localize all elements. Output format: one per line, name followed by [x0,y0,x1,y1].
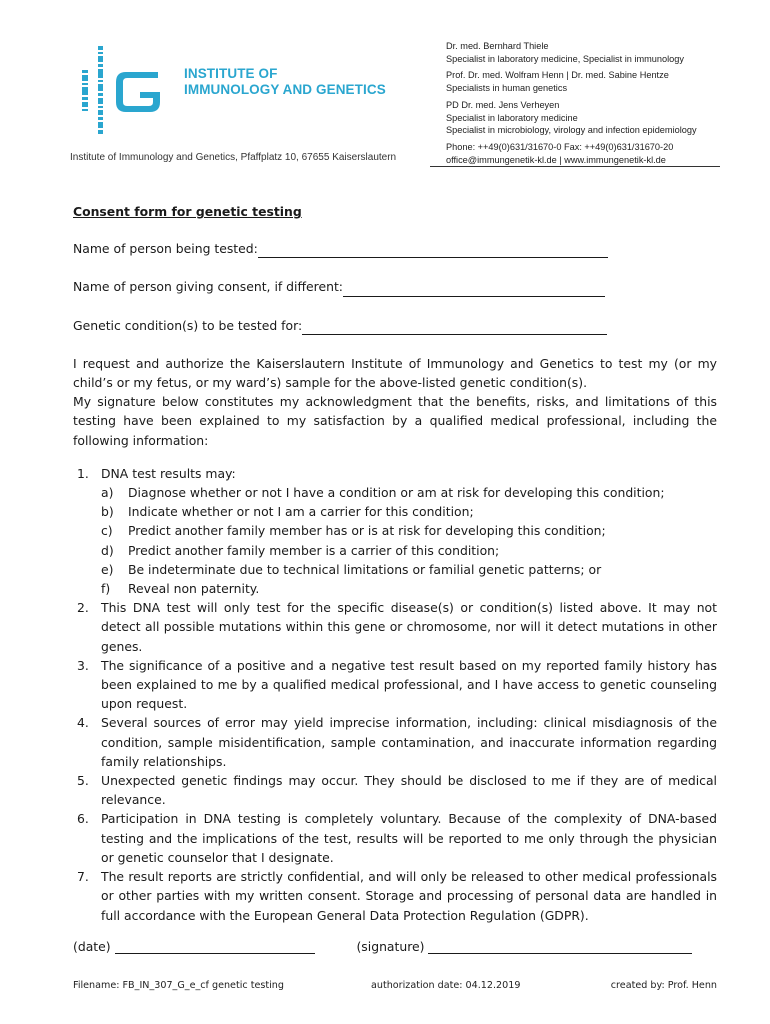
signature-label: (signature) [356,939,425,954]
form-title: Consent form for genetic testing [73,204,302,219]
footer-created-by: created by: Prof. Henn [610,980,717,991]
staff-block [446,141,736,166]
consent-giver-input-line[interactable] [343,282,605,297]
institute-name-line2: IMMUNOLOGY AND GENETICS [184,82,386,97]
header-divider [430,166,720,167]
person-tested-input-line[interactable] [258,243,608,258]
list-item [73,867,717,925]
staff-line: Specialists in human genetics [446,83,568,94]
list-item-text: The result reports are strictly confidential, and will only be released to other medical professionals or other parties with my written consent. Storage and processing of personal data are handled in full accordance with the European General Data Protection Regulation (GDPR). [101,869,717,923]
sub-list-letter: c) [101,523,113,539]
information-list [73,464,717,925]
field-label-person-tested: Name of person being tested: [73,241,258,257]
institute-logo [80,44,440,136]
list-item [73,809,717,867]
sub-list-text: Diagnose whether or not I have a condition or am at risk for developing this condition; [128,485,665,501]
list-item-text: This DNA test will only test for the specific disease(s) or condition(s) listed above. It may not detect all possible mutations within this gene or chromosome, nor will it detect mutations in other genes. [101,600,717,654]
field-genetic-condition [73,316,717,335]
institute-name [184,66,386,98]
staff-block [446,40,736,65]
field-consent-giver [73,277,717,296]
date-label: (date) [73,939,111,954]
sub-list-item [101,502,717,521]
intro-paragraph: I request and authorize the Kaiserslautern Institute of Immunology and Genetics to test my (or my child’s or my fetus, or my ward’s) sample for the above-listed genetic condition(s). [73,355,717,391]
list-item-text: Several sources of error may yield imprecise information, including: clinical misdiagnosis of the condition, sample misidentification, sample contamination, and inaccurate information regarding family relationships. [101,715,717,769]
sub-list-item [101,521,717,540]
sub-list-letter: e) [101,561,114,577]
list-item-number: 1. [77,465,89,481]
staff-line: Specialist in laboratory medicine [446,112,578,123]
acknowledgment-paragraph: My signature below constitutes my acknowledgment that the benefits, risks, and limitations of this testing have been explained to my satisfaction by a qualified medical professional, including the following information: [73,394,717,448]
sub-list-letter: f) [101,581,111,597]
institute-address: Institute of Immunology and Genetics, Pfaffplatz 10, 67655 Kaiserslautern [70,152,397,163]
staff-block [446,99,736,137]
list-item-number: 6. [77,811,89,827]
page-footer [73,980,717,994]
signature-input-line[interactable] [428,939,692,954]
list-item [73,598,717,656]
staff-line: Phone: ++49(0)631/31670-0 Fax: ++49(0)631/31670-20 [446,141,674,152]
staff-line: Dr. med. Bernhard Thiele [446,41,549,51]
genetic-condition-input-line[interactable] [302,320,607,335]
staff-line: PD Dr. med. Jens Verheyen [446,99,560,110]
list-item [73,771,717,809]
date-input-line[interactable] [115,939,315,954]
sub-list-letter: a) [101,485,114,501]
sub-list-item [101,541,717,560]
list-item-text: The significance of a positive and a negative test result based on my reported family history has been explained to me by a qualified medical professional, and I have access to genetic counseling upon request. [101,657,717,712]
field-label-consent-giver: Name of person giving consent, if different: [73,279,343,295]
list-item-number: 2. [77,600,89,616]
sub-list-text: Reveal non paternity. [128,581,260,597]
list-item-text: Participation in DNA testing is completely voluntary. Because of the complexity of DNA-based testing and the implications of the test, results will be reported to me only through the physician or genetic counselor that I designate. [101,811,717,865]
list-item-text: Unexpected genetic findings may occur. They should be disclosed to me if they are of medical relevance. [101,773,717,808]
staff-line: office@immungenetik-kl.de | www.immungenetik-kl.de [446,154,666,165]
sub-list-item [101,560,717,579]
sub-list-item [101,579,717,598]
list-item-number: 3. [77,657,89,673]
sub-list-text: Predict another family member has or is at risk for developing this condition; [128,523,606,539]
field-person-tested [73,239,717,258]
list-item [73,713,717,771]
list-item-number: 5. [77,773,89,789]
staff-block [446,69,736,94]
signature-row [73,939,717,954]
staff-line: Specialist in laboratory medicine, Specialist in immunology [446,53,684,64]
institute-name-line1: INSTITUTE OF [184,66,278,81]
sub-list [101,483,717,598]
sub-list-text: Predict another family member is a carrier of this condition; [128,542,500,558]
footer-authorization-date: authorization date: 04.12.2019 [371,980,521,991]
list-item [73,464,717,598]
sub-list-text: Indicate whether or not I am a carrier for this condition; [128,504,474,520]
sub-list-text: Be indeterminate due to technical limitations or familial genetic patterns; or [128,561,602,577]
iig-logo-icon [80,44,180,136]
list-item-number: 4. [77,715,89,731]
list-item-text: DNA test results may: [101,465,236,481]
list-item-number: 7. [77,869,89,885]
form-content [73,202,717,925]
footer-filename: Filename: FB_IN_307_G_e_cf genetic testing [73,980,284,991]
sub-list-letter: b) [101,504,114,520]
staff-line: Prof. Dr. med. Wolfram Henn | Dr. med. Sabine Hentze [446,70,669,81]
list-item [73,656,717,714]
staff-line: Specialist in microbiology, virology and infection epidemiology [446,125,697,136]
sub-list-letter: d) [101,542,114,558]
field-label-genetic-condition: Genetic condition(s) to be tested for: [73,317,303,333]
sub-list-item [101,483,717,502]
staff-list [446,40,736,170]
